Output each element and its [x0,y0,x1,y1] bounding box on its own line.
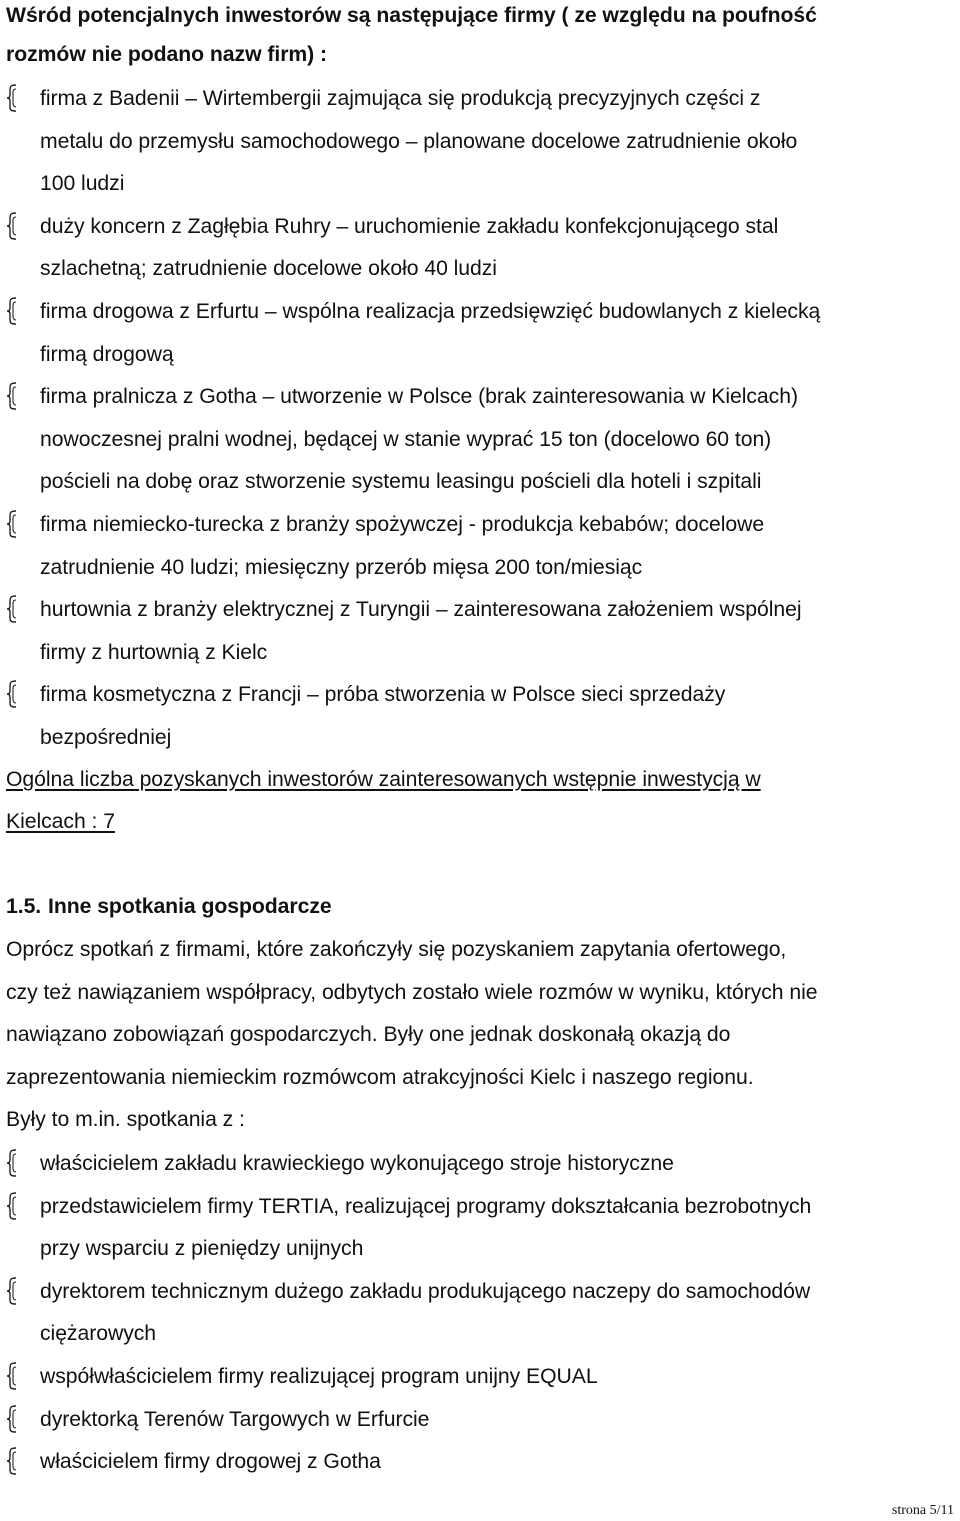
section-bullet-icon [6,381,20,411]
investor-list-item: firma kosmetyczna z Francji – próba stworzenia w Polsce sieci sprzedaży [40,683,726,707]
meeting-list-item: właścicielem zakładu krawieckiego wykonującego stroje historyczne [40,1152,674,1175]
investor-list-item: metalu do przemysłu samochodowego – planowane docelowe zatrudnienie około [40,129,798,153]
investor-list-item: zatrudnienie 40 ludzi; miesięczny przerób mięsa 200 ton/miesiąc [40,555,643,579]
section-bullet-icon [6,1148,20,1178]
section-bullet-icon [6,296,20,326]
section-title: Inne spotkania gospodarcze [48,895,332,918]
section-bullet-icon [6,1191,20,1221]
paragraph-line: nawiązano zobowiązań gospodarczych. Były one jednak doskonałą okazją do [6,1023,731,1047]
meeting-list-item: właścicielem firmy drogowej z Gotha [40,1450,381,1474]
section-bullet-icon [6,1276,20,1306]
intro-line: Wśród potencjalnych inwestorów są następujące firmy ( ze względu na poufność [6,4,817,27]
paragraph-line: czy też nawiązaniem współpracy, odbytych zostało wiele rozmów w wyniku, których nie [6,980,818,1004]
meeting-list-item: dyrektorem technicznym dużego zakładu produkującego naczepy do samochodów [40,1279,811,1303]
investor-list-item: bezpośredniej [40,726,172,749]
section-bullet-icon [6,509,20,539]
investor-list-item: firma niemiecko-turecka z branży spożywczej - produkcja kebabów; docelowe [40,513,765,536]
investor-list-item: firma drogowa z Erfurtu – wspólna realizacja przedsięwzięć budowlanych z kielecką [40,300,821,323]
paragraph-line: Były to m.in. spotkania z : [6,1108,245,1132]
paragraph-line: Oprócz spotkań z firmami, które zakończyły się pozyskaniem zapytania ofertowego, [6,938,787,961]
investor-list-item: 100 ludzi [40,172,125,196]
investor-list-item: firmy z hurtownią z Kielc [40,640,268,664]
investor-list-item: nowoczesnej pralni wodnej, będącej w stanie wyprać 15 ton (docelowo 60 ton) [40,427,772,451]
page-number: strona 5/11 [891,1503,954,1518]
section-bullet-icon [6,211,20,241]
investor-list-item: firma z Badenii – Wirtembergii zajmująca się produkcją precyzyjnych części z [40,87,761,110]
paragraph-line: zaprezentowania niemieckim rozmówcom atrakcyjności Kielc i naszego regionu. [6,1065,754,1089]
investor-list-item: firma pralnicza z Gotha – utworzenie w Polsce (brak zainteresowania w Kielcach) [40,385,798,409]
meeting-list-item: współwłaścicielem firmy realizującej program unijny EQUAL [40,1365,598,1388]
investor-list-item: hurtownia z branży elektrycznej z Turyngii – zainteresowana założeniem wspólnej [40,598,802,622]
section-bullet-icon [6,1446,20,1476]
investor-list-item: pościeli na dobę oraz stworzenie systemu leasingu pościeli dla hoteli i szpitali [40,470,762,494]
meeting-list-item: ciężarowych [40,1322,157,1346]
investor-list-item: duży koncern z Zagłębia Ruhry – uruchomienie zakładu konfekcjonującego stal [40,214,779,238]
investor-list-item: firmą drogową [40,342,174,366]
section-bullet-icon [6,594,20,624]
section-bullet-icon [6,83,20,113]
meeting-list-item: dyrektorką Terenów Targowych w Erfurcie [40,1407,430,1431]
summary-line: Kielcach : 7 [6,810,115,833]
meeting-list-item: przedstawicielem firmy TERTIA, realizującej programy dokształcania bezrobotnych [40,1194,812,1218]
investor-list-item: szlachetną; zatrudnienie docelowe około 40 ludzi [40,257,497,281]
intro-line: rozmów nie podano nazw firm) : [6,43,328,66]
section-bullet-icon [6,1361,20,1391]
summary-line: Ogólna liczba pozyskanych inwestorów zainteresowanych wstępnie inwestycją w [6,768,761,791]
section-number: 1.5. [6,895,42,918]
section-bullet-icon [6,679,20,709]
section-bullet-icon [6,1404,20,1434]
meeting-list-item: przy wsparciu z pieniędzy unijnych [40,1237,364,1261]
